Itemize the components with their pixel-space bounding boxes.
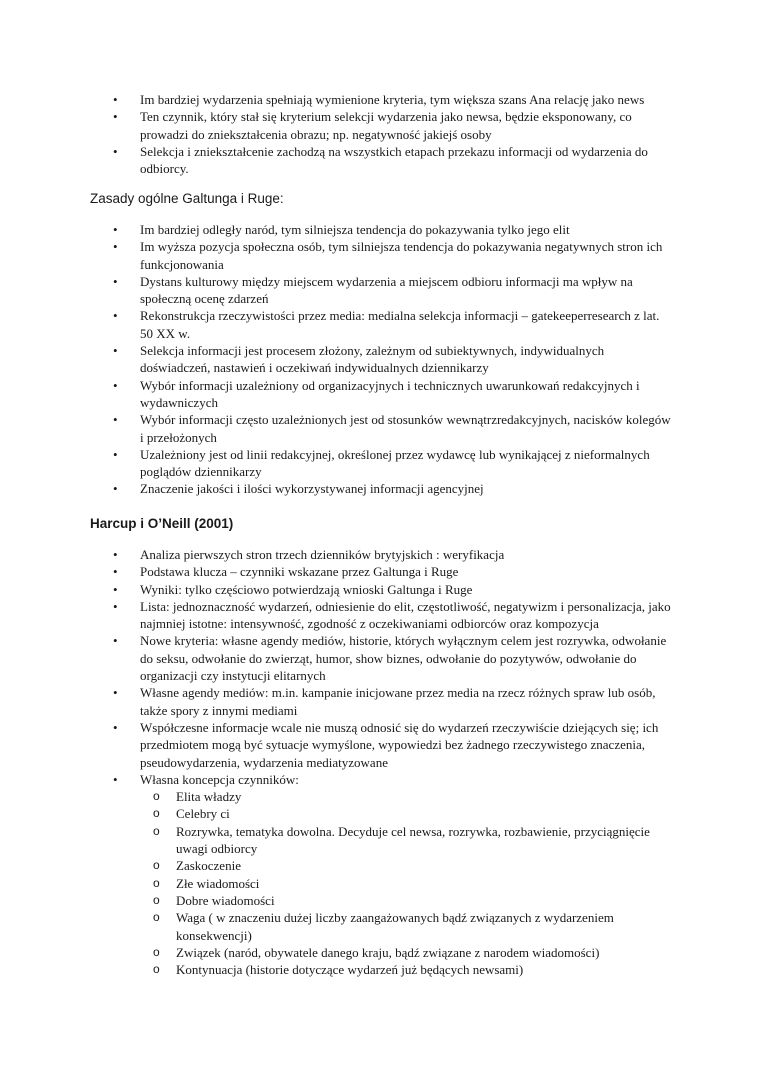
list-item: • Lista: jednoznaczność wydarzeń, odniesienie do elit, częstotliwość, negatywizm i personalizacja, jako najmniej istotne: intensywność, zgodność z oczekiwaniami odbiorców oraz kompozycja — [94, 598, 674, 633]
list-item: • Nowe kryteria: własne agendy mediów, historie, których wyłącznym celem jest rozrywka, odwołanie do seksu, odwołanie do zwierząt, humor, show biznes, odwołanie do pozytywów, odwołanie do organizacji czy instytucji elitarnych — [94, 632, 674, 684]
harcup-heading: Harcup i O’Neill (2001) — [90, 516, 234, 531]
sub-list-item: o Elita władzy — [94, 788, 674, 805]
sub-list-item: o Celebry ci — [94, 805, 674, 822]
list-item: • Znaczenie jakości i ilości wykorzystywanej informacji agencyjnej — [94, 480, 674, 497]
list-item: • Analiza pierwszych stron trzech dzienników brytyjskich : weryfikacja — [94, 546, 674, 563]
list-item: • Im bardziej wydarzenia spełniają wymienione kryteria, tym większa szans Ana relację jako news — [94, 91, 672, 108]
list-item: • Ten czynnik, który stał się kryterium selekcji wydarzenia jako newsa, będzie eksponowany, co prowadzi do zniekształcenia obrazu; np. negatywność jakiejś osoby — [94, 108, 672, 143]
list-item: • Współczesne informacje wcale nie muszą odnosić się do wydarzeń rzeczywiście dziejących się; ich przedmiotem mogą być sytuacje wymyślone, wypowiedzi bez żadnego rzeczywistego znaczenia, pseudowydarzenia, wydarzenia mediatyzowane — [94, 719, 674, 771]
list-item: • Uzależniony jest od linii redakcyjnej, określonej przez wydawcę lub wynikającej z nieformalnych poglądów dziennikarzy — [94, 446, 674, 481]
sub-list-item: o Waga ( w znaczeniu dużej liczby zaangażowanych bądź związanych z wydarzeniem konsekwencji) — [94, 909, 674, 944]
intro-bullet-list — [94, 91, 672, 177]
list-item: • Im bardziej odległy naród, tym silniejsza tendencja do pokazywania tylko jego elit — [94, 221, 674, 238]
list-item: • Podstawa klucza – czynniki wskazane przez Galtunga i Ruge — [94, 563, 674, 580]
list-item: • Własne agendy mediów: m.in. kampanie inicjowane przez media na rzecz różnych spraw lub osób, także spory z innymi mediami — [94, 684, 674, 719]
galtung-heading: Zasady ogólne Galtunga i Ruge: — [90, 191, 284, 206]
list-item: • Rekonstrukcja rzeczywistości przez media: medialna selekcja informacji – gatekeeperresearch z lat. 50 XX w. — [94, 307, 674, 342]
harcup-section — [94, 546, 674, 978]
factors-sub-list — [94, 788, 674, 978]
sub-list-item: o Złe wiadomości — [94, 875, 674, 892]
list-item: • Dystans kulturowy między miejscem wydarzenia a miejscem odbioru informacji ma wpływ na społeczną ocenę zdarzeń — [94, 273, 674, 308]
harcup-bullet-list — [94, 546, 674, 788]
list-item: • Selekcja informacji jest procesem złożony, zależnym od subiektywnych, indywidualnych doświadczeń, nastawień i oczekiwań indywidualnych dziennikarzy — [94, 342, 674, 377]
list-item: • Selekcja i zniekształcenie zachodzą na wszystkich etapach przekazu informacji od wydarzenia do odbiorcy. — [94, 143, 672, 178]
list-item: • Wybór informacji uzależniony od organizacyjnych i technicznych uwarunkowań redakcyjnych i wydawniczych — [94, 377, 674, 412]
sub-list-item: o Dobre wiadomości — [94, 892, 674, 909]
list-item: • Wyniki: tylko częściowo potwierdzają wnioski Galtunga i Ruge — [94, 581, 674, 598]
list-item: • Własna koncepcja czynników: — [94, 771, 674, 788]
sub-list-item: o Zaskoczenie — [94, 857, 674, 874]
sub-list-item: o Rozrywka, tematyka dowolna. Decyduje cel newsa, rozrywka, rozbawienie, przyciągnięcie uwagi odbiorcy — [94, 823, 674, 858]
list-item: • Im wyższa pozycja społeczna osób, tym silniejsza tendencja do pokazywania negatywnych stron ich funkcjonowania — [94, 238, 674, 273]
list-item: • Wybór informacji często uzależnionych jest od stosunków wewnątrzredakcyjnych, nacisków kolegów i przełożonych — [94, 411, 674, 446]
sub-list-item: o Kontynuacja (historie dotyczące wydarzeń już będących newsami) — [94, 961, 674, 978]
sub-list-item: o Związek (naród, obywatele danego kraju, bądź związane z narodem wiadomości) — [94, 944, 674, 961]
galtung-bullet-list — [94, 221, 674, 498]
